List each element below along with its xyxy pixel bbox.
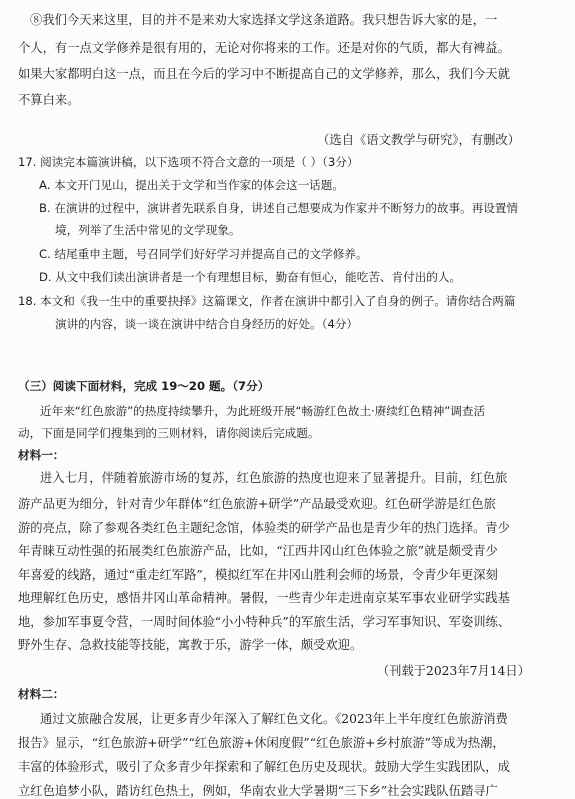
question-18-line: 演讲的内容，谈一谈在演讲中结合自身经历的好处。（4分） [55, 317, 359, 331]
material-1-title: 材料一： [18, 448, 65, 462]
passage-line: 不算白来。 [18, 93, 80, 107]
material-1-line: 地，参加军事夏令营，一周时间体验“小小特种兵”的军旅生活，学习军事知识、军姿训练、 [18, 614, 511, 629]
material-1-line: 进入七月，伴随着旅游市场的复苏，红色旅游的热度也迎来了显著提升。目前，红色旅 [40, 471, 508, 485]
material-2-line: 立红色追梦小队，踏访红色热土，例如，华南农业大学暑期“三下乡”社会实践队伍踏寻广 [18, 783, 498, 798]
question-18-line: 18. 本文和《我一生中的重要抉择》这篇课文，作者在演讲中都引入了自身的例子。请你结合两篇 [18, 294, 516, 308]
material-1-line: 游的亮点，除了参观各类红色主题纪念馆，体验类的研学产品也是青少年的热门选择。青少 [18, 520, 510, 535]
material-1-source: （刊载于2023年7月14日） [376, 663, 530, 678]
material-1-line: 年喜爱的线路，通过“重走红军路”，模拟红军在井冈山胜利会师的场景，令青少年更深刻 [18, 567, 498, 582]
passage-line: ⑧我们今天来这里，目的并不是来劝大家选择文学这条道路。我只想告诉大家的是，一 [30, 13, 498, 27]
material-2-line: 丰富的体验形式，吸引了众多青少年探索和了解红色历史及现状。鼓励大学生实践团队，成 [18, 759, 510, 774]
question-17-option-b: B. 在演讲的过程中，演讲者先联系自身，讲述自己想要成为作家并不断努力的故事。再设置情 [39, 201, 519, 215]
question-17-option-d: D. 从文中我们读出演讲者是一个有理想目标，勤奋有恒心，能吃苦、肯付出的人。 [39, 270, 462, 284]
material-1-line: 游产品更为细分，针对青少年群体“红色旅游+研学”产品最受欢迎。红色研学游是红色旅 [18, 497, 496, 511]
material-1-line: 年青睐互动性强的拓展类红色旅游产品，比如，“江西井冈山红色体验之旅”就是颇受青少 [18, 544, 498, 558]
section-3-intro-line: 近年来“红色旅游”的热度持续攀升，为此班级开展“畅游红色故土·赓续红色精神”调查活 [40, 404, 486, 418]
material-1-line: 野外生存、急救技能等技能，寓教于乐，游学一体，颇受欢迎。 [18, 638, 363, 652]
question-17-option-a: A. 本文开门见山，提出关于文学和当作家的体会这一话题。 [39, 178, 344, 192]
material-2-line: 通过文旅融合发展，让更多青少年深入了解红色文化。《2023年上半年度红色旅游消费 [40, 711, 508, 726]
passage-line: 如果大家都明白这一点，而且在今后的学习中不断提高自己的文学修养，那么，我们今天就 [18, 67, 510, 81]
section-3-heading: （三）阅读下面材料，完成 19～20 题。（7分） [18, 379, 270, 393]
section-3-intro-line: 动，下面是同学们搜集到的三则材料，请你阅读后完成题。 [18, 426, 320, 440]
question-17-option-b-cont: 境，列举了生活中常见的文学现象。 [55, 223, 241, 237]
material-2-title: 材料二： [18, 686, 65, 701]
question-17-option-c: C. 结尾重申主题，号召同学们好好学习并提高自己的文学修养。 [39, 247, 368, 261]
material-1-line: 地理解红色历史，感悟井冈山革命精神。暑假，一些青少年走进南京某军事农业研学实践基 [18, 591, 510, 605]
passage-source: （选自《语文教学与研究》，有删改） [317, 133, 520, 147]
passage-line: 个人，有一点文学修养是很有用的，无论对你将来的工作。还是对你的气质，都大有裨益。 [18, 41, 510, 55]
material-2-line: 报告》显示，“红色旅游+研学”“红色旅游+休闲度假”“红色旅游+乡村旅游”等成为热潮， [18, 735, 505, 750]
question-17-stem: 17. 阅读完本篇演讲稿，以下选项不符合文意的一项是（ ）（3分） [18, 155, 359, 169]
